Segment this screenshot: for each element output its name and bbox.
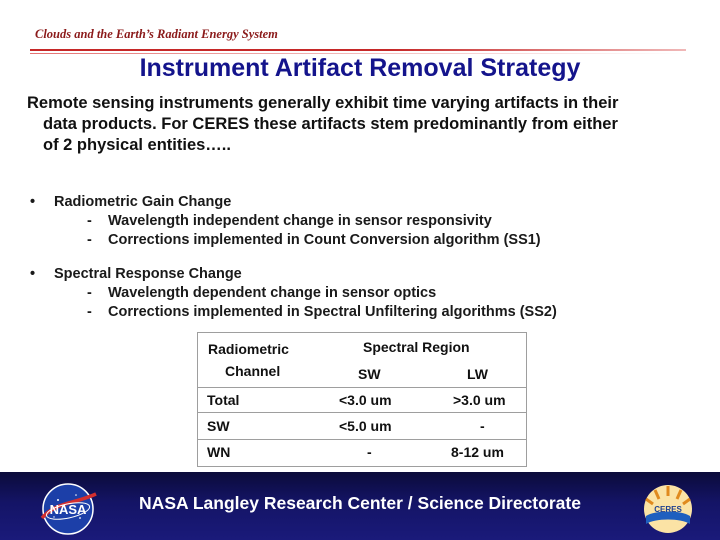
cell-sw: - — [367, 444, 372, 460]
footer-text: NASA Langley Research Center / Science Directorate — [139, 493, 581, 513]
sub-bullet-dash: - — [87, 304, 92, 320]
bullet-item — [30, 264, 670, 284]
sub-bullet-text: Wavelength dependent change in sensor optics — [108, 285, 437, 301]
cell-lw: 8-12 um — [451, 444, 504, 460]
header-channel-line-2: Channel — [225, 363, 281, 379]
sub-bullet-text: Corrections implemented in Count Conversion algorithm (SS1) — [108, 232, 541, 248]
sub-bullet-dash: - — [87, 213, 92, 229]
sub-bullet-dash: - — [87, 232, 92, 248]
cell-channel: Total — [207, 392, 240, 408]
bullet-marker: • — [30, 194, 36, 210]
header-channel-line-1: Radiometric — [208, 341, 289, 357]
bullet-label: Spectral Response Change — [54, 266, 242, 282]
table-row-divider — [197, 412, 527, 413]
table-border-bottom — [197, 466, 527, 467]
table-border-right — [526, 332, 527, 467]
cell-sw: <5.0 um — [339, 418, 392, 434]
sub-bullet — [30, 231, 670, 250]
header-spectral-region: Spectral Region — [363, 339, 470, 355]
ceres-logo — [637, 482, 699, 536]
intro-line-1: Remote sensing instruments generally exhibit time varying artifacts in their — [27, 94, 619, 112]
header-lw: LW — [467, 366, 488, 382]
header-sw: SW — [358, 366, 381, 382]
sub-bullet-text: Wavelength independent change in sensor responsivity — [108, 213, 492, 229]
sub-bullet-dash: - — [87, 285, 92, 301]
table-row-divider — [197, 439, 527, 440]
spectral-region-table — [197, 332, 527, 467]
cell-channel: SW — [207, 418, 230, 434]
table-border-top — [197, 332, 527, 333]
intro-line-3: of 2 physical entities….. — [43, 136, 231, 154]
bullet-marker: • — [30, 266, 36, 282]
table-header-divider — [197, 387, 527, 388]
bullet-item — [30, 192, 670, 212]
page-title: Instrument Artifact Removal Strategy — [139, 54, 581, 82]
ceres-logo-text: CERES — [654, 505, 682, 514]
bullet-spectral-response — [30, 264, 670, 322]
cell-sw: <3.0 um — [339, 392, 392, 408]
table-border-left — [197, 332, 198, 467]
sub-bullet — [30, 212, 670, 231]
nasa-logo-text: NASA — [49, 502, 87, 517]
cell-lw: >3.0 um — [453, 392, 506, 408]
sub-bullet — [30, 303, 670, 322]
project-title: Clouds and the Earth’s Radiant Energy System — [35, 27, 278, 41]
sub-bullet — [30, 284, 670, 303]
sub-bullet-text: Corrections implemented in Spectral Unfiltering algorithms (SS2) — [108, 304, 557, 320]
header-divider — [30, 49, 686, 51]
cell-channel: WN — [207, 444, 231, 460]
bullet-radiometric-gain — [30, 192, 670, 250]
bullet-label: Radiometric Gain Change — [54, 194, 232, 210]
intro-paragraph — [27, 93, 697, 156]
cell-lw: - — [480, 418, 485, 434]
intro-line-2: data products. For CERES these artifacts stem predominantly from either — [43, 115, 618, 133]
